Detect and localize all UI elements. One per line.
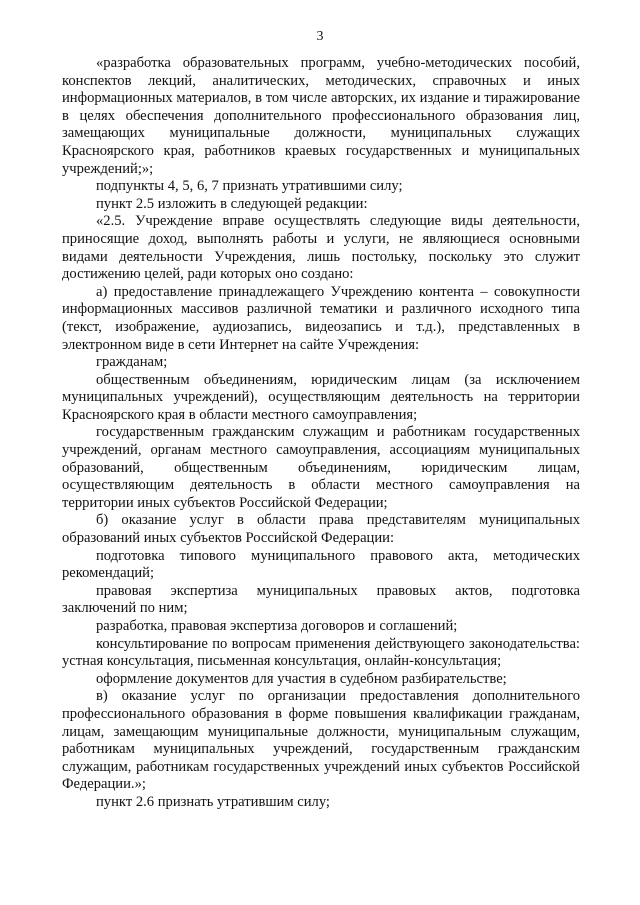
paragraph-legal-expertise: правовая экспертиза муниципальных правовых актов, подготовка заключений по ним;: [62, 582, 580, 617]
page-number: 3: [316, 29, 324, 44]
paragraph-contracts-expertise: разработка, правовая экспертиза договоров и соглашений;: [96, 618, 458, 634]
paragraph-item-a: а) предоставление принадлежащего Учреждению контента – совокупности информационных массивов различной тематики и различного исходного типа (текст, изображение, аудиозапись, видеозапись и т.д.), представленных в электронном виде в сети Интернет на сайте Учреждения:: [62, 283, 580, 353]
paragraph-legal-act-preparation: подготовка типового муниципального правового акта, методических рекомендаций;: [62, 547, 580, 582]
paragraph-point-2-5-heading: пункт 2.5 изложить в следующей редакции:: [96, 195, 368, 212]
paragraph-point-2-6-invalid: пункт 2.6 признать утратившим силу;: [96, 793, 330, 810]
paragraph-citizens: гражданам;: [96, 354, 168, 371]
document-body: [62, 55, 580, 812]
paragraph-state-employees: государственным гражданским служащим и работникам государственных учреждений, органам местного самоуправления, ассоциациям муниципальных образований, общественным объединениям, юридическим лицам, осуществляющим деятельность в области местного самоуправления на территории иных субъектов Российской Федерации;: [62, 424, 580, 511]
paragraph-point-2-5: «2.5. Учреждение вправе осуществлять следующие виды деятельности, приносящие доход, выполнять работы и услуги, не являющиеся основными видами деятельности Учреждения, лишь постольку, поскольку это служит достижению целей, ради которых оно создано:: [62, 213, 580, 283]
paragraph-development-programs: «разработка образовательных программ, учебно-методических пособий, конспектов лекций, аналитических, методических, справочных и иных информационных материалов, в том числе авторских, их издание и тиражирование в целях обеспечения дополнительного профессионального образования лиц, замещающих муниципальные должности, муниципальных служащих Красноярского края, работников краевых государственных и муниципальных учреждений;»;: [62, 55, 580, 177]
paragraph-public-associations: общественным объединениям, юридическим лицам (за исключением муниципальных учреждений), осуществляющим деятельность на территории Красноярского края в области местного самоуправления;: [62, 371, 580, 423]
paragraph-court-documents: оформление документов для участия в судебном разбирательстве;: [96, 670, 507, 687]
paragraph-item-b: б) оказание услуг в области права представителям муниципальных образований иных субъектов Российской Федерации:: [62, 512, 580, 547]
paragraph-subpoints-invalid: подпункты 4, 5, 6, 7 признать утратившими силу;: [96, 178, 403, 195]
paragraph-item-c: в) оказание услуг по организации предоставления дополнительного профессионального образования в форме повышения квалификации гражданам, лицам, замещающим муниципальные должности, муниципальным служащим, работникам муниципальных учреждений, государственным гражданским служащим, работникам государственных учреждений иных субъектов Российской Федерации.»;: [62, 688, 580, 793]
paragraph-consulting: консультирование по вопросам применения действующего законодательства: устная консультация, письменная консультация, онлайн-консультация;: [62, 635, 580, 670]
